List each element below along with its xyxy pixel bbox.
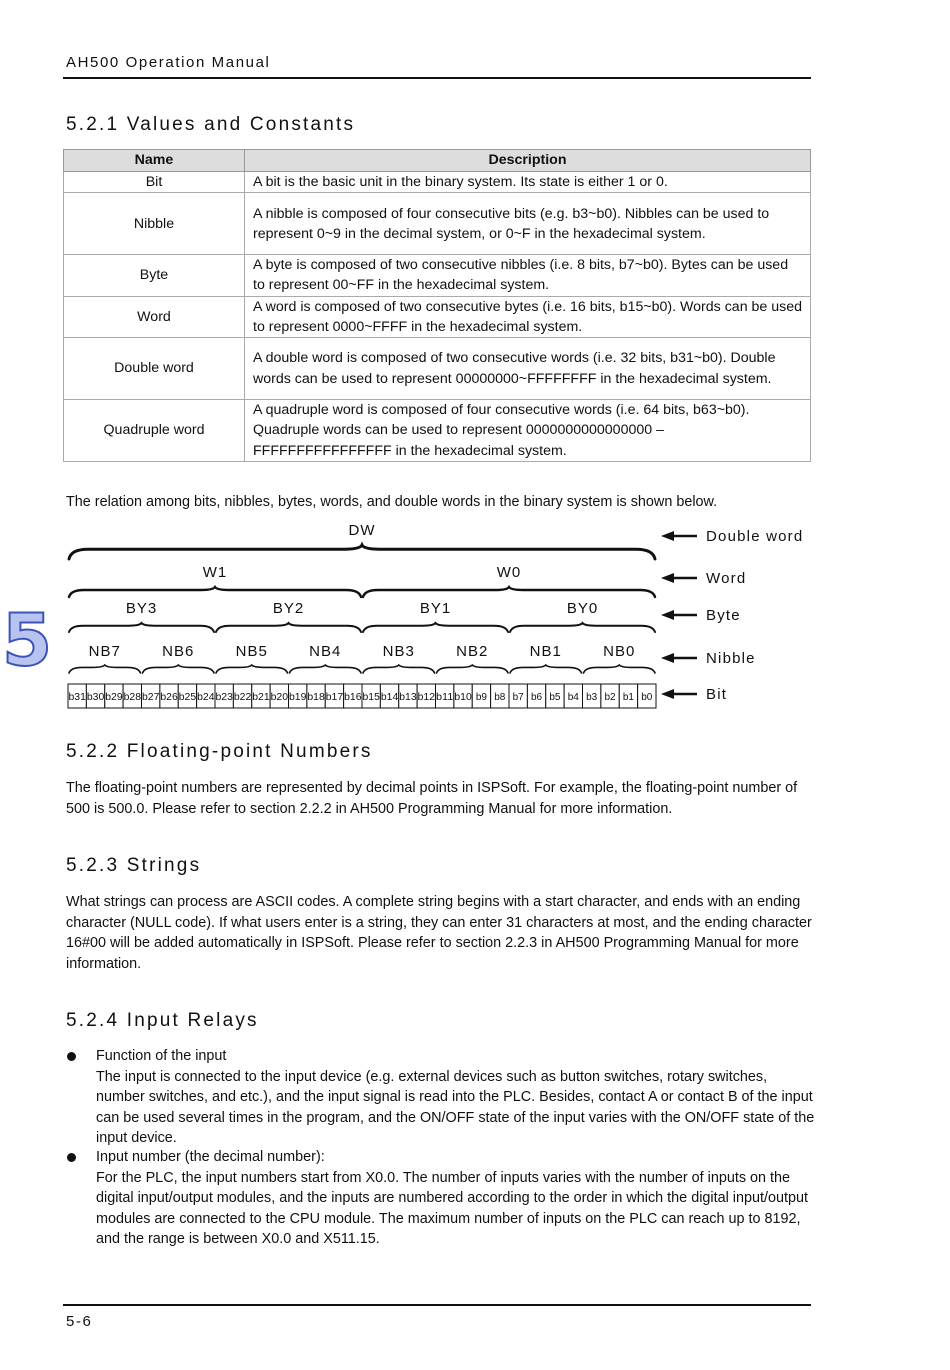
bit-label: b27 <box>142 692 160 703</box>
bit-label: b29 <box>105 692 124 703</box>
nibble-label: NB7 <box>88 643 121 660</box>
floating-point-paragraph: The floating-point numbers are represented by decimal points in ISPSoft. For example, the floating-point number of 500 is 500.0. Please refer to section 2.2.2 in AH500 Programming Manual for more information. <box>66 780 798 817</box>
byte-label: BY3 <box>125 600 158 617</box>
nibble-label: NB2 <box>456 643 489 660</box>
level-label: Word <box>706 570 747 587</box>
row-description: A quadruple word is composed of four consecutive words (i.e. 64 bits, b63~b0). Quadruple words can be used to represent 0000000000000000 – FFFFFFFFFFFFFFFF in the hexadecimal system. <box>245 400 811 462</box>
word-brace <box>69 587 361 597</box>
bit-label: b18 <box>307 692 326 703</box>
byte-label: BY2 <box>272 600 305 617</box>
bit-label: b19 <box>289 692 307 703</box>
bit-label: b25 <box>178 692 197 703</box>
bit-label: b6 <box>531 692 543 703</box>
page-number: 5-6 <box>66 1313 93 1330</box>
byte-label: BY0 <box>566 600 599 617</box>
arrow-head-icon <box>661 610 674 620</box>
byte-brace <box>363 623 508 632</box>
row-name: Word <box>64 296 245 337</box>
bit-label: b12 <box>417 692 436 703</box>
bit-label: b2 <box>604 692 616 703</box>
word-label: W0 <box>496 564 522 581</box>
row-description: A word is composed of two consecutive bytes (i.e. 16 bits, b15~b0). Words can be used to represent 0000~FFFF in the hexadecimal system. <box>245 296 811 337</box>
section-title-5-2-1: 5.2.1 Values and Constants <box>66 114 356 135</box>
row-name: Double word <box>64 338 245 400</box>
row-name: Bit <box>64 172 245 193</box>
bullet-body: The input is connected to the input device (e.g. external devices such as button switches, rotary switches, number switches, and etc.), and the input signal is read into the PLC. Besides, contact A or contact B of the input can be used several times in the program, and the ON/OFF state of the input varies with the ON/OFF state of the input device. <box>96 1068 815 1146</box>
bit-label: b0 <box>641 692 653 703</box>
word-label: W1 <box>202 564 228 581</box>
nibble-brace <box>437 665 509 673</box>
column-header-description: Description <box>245 150 811 172</box>
running-header: AH500 Operation Manual <box>66 54 271 71</box>
bullet-dot <box>67 1052 76 1061</box>
row-name: Byte <box>64 255 245 296</box>
nibble-brace <box>290 665 362 673</box>
nibble-label: NB3 <box>382 643 415 660</box>
footer-rule <box>63 1304 811 1306</box>
nibble-label: NB5 <box>235 643 268 660</box>
nibble-label: NB4 <box>309 643 342 660</box>
row-name: Nibble <box>64 193 245 255</box>
bullet-title: Function of the input <box>96 1048 227 1064</box>
bit-label: b8 <box>494 692 506 703</box>
nibble-label: NB0 <box>603 643 636 660</box>
bit-label: b1 <box>622 692 634 703</box>
nibble-brace <box>510 665 582 673</box>
bit-label: b9 <box>475 692 487 703</box>
section-title-5-2-2: 5.2.2 Floating-point Numbers <box>66 741 373 762</box>
byte-brace <box>69 623 214 632</box>
nibble-label: NB6 <box>162 643 195 660</box>
bullet-item <box>96 1147 816 1250</box>
word-brace <box>363 587 655 597</box>
bit-label: b11 <box>436 692 454 703</box>
bit-label: b13 <box>399 692 418 703</box>
double-word-label: DW <box>348 522 376 539</box>
double-word-brace <box>69 545 655 559</box>
byte-label: BY1 <box>419 600 452 617</box>
bit-label: b22 <box>233 692 252 703</box>
level-label: Byte <box>706 607 741 624</box>
level-label: Bit <box>706 686 728 703</box>
level-label: Double word <box>706 528 804 545</box>
bit-label: b21 <box>252 692 271 703</box>
bit-label: b10 <box>454 692 473 703</box>
bit-label: b15 <box>362 692 381 703</box>
chapter-tab-number: 5 <box>2 598 53 682</box>
column-header-name: Name <box>64 150 245 172</box>
nibble-brace <box>584 665 656 673</box>
bit-label: b28 <box>123 692 142 703</box>
byte-brace <box>216 623 361 632</box>
arrow-head-icon <box>661 531 674 541</box>
row-description: A nibble is composed of four consecutive bits (e.g. b3~b0). Nibbles can be used to represent 0~9 in the decimal system, or 0~F in the hexadecimal system. <box>245 193 811 255</box>
bit-label: b26 <box>160 692 179 703</box>
row-name: Quadruple word <box>64 400 245 462</box>
bit-label: b31 <box>68 692 87 703</box>
bit-label: b7 <box>512 692 524 703</box>
nibble-label: NB1 <box>529 643 562 660</box>
bullet-dot <box>67 1153 76 1162</box>
level-label: Nibble <box>706 650 756 667</box>
byte-brace <box>510 623 655 632</box>
row-description: A bit is the basic unit in the binary system. Its state is either 1 or 0. <box>245 172 811 193</box>
bit-label: b14 <box>380 692 399 703</box>
bit-label: b23 <box>215 692 234 703</box>
nibble-brace <box>363 665 435 673</box>
section-title-5-2-4: 5.2.4 Input Relays <box>66 1010 259 1031</box>
arrow-head-icon <box>661 573 674 583</box>
nibble-brace <box>69 665 141 673</box>
strings-paragraph: What strings can process are ASCII codes. A complete string begins with a start character, and ends with an ending character (NULL code). If what users enter is a string, they can enter 31 characters at most, and the ending character 16#00 will be added automatically in ISPSoft. Please refer to section 2.2.3 in AH500 Programming Manual for more information. <box>66 894 812 972</box>
bit-label: b4 <box>567 692 579 703</box>
bit-label: b20 <box>270 692 289 703</box>
row-description: A double word is composed of two consecutive words (i.e. 32 bits, b31~b0). Double words can be used to represent 00000000~FFFFFFFF in the hexadecimal system. <box>245 338 811 400</box>
section-title-5-2-3: 5.2.3 Strings <box>66 855 202 876</box>
nibble-brace <box>216 665 288 673</box>
nibble-brace <box>143 665 215 673</box>
bit-label: b24 <box>197 692 215 703</box>
bullet-item <box>96 1046 816 1149</box>
bit-label: b5 <box>549 692 561 703</box>
relation-paragraph: The relation among bits, nibbles, bytes, words, and double words in the binary system is shown below. <box>66 494 718 510</box>
arrow-head-icon <box>661 653 674 663</box>
bit-label: b30 <box>86 692 105 703</box>
bullet-title: Input number (the decimal number): <box>96 1149 325 1165</box>
bit-label: b17 <box>325 692 344 703</box>
bit-label: b3 <box>586 692 598 703</box>
bit-label: b16 <box>344 692 362 703</box>
row-description: A byte is composed of two consecutive nibbles (i.e. 8 bits, b7~b0). Bytes can be used to represent 00~FF in the hexadecimal system. <box>245 255 811 296</box>
arrow-head-icon <box>661 689 674 699</box>
bullet-body: For the PLC, the input numbers start from X0.0. The number of inputs varies with the number of inputs on the digital input/output modules, and the inputs are numbered according to the order in which the digital input/output modules are connected to the CPU module. The maximum number of inputs on the PLC can reach up to 8192, and the range is between X0.0 and X511.15. <box>96 1169 808 1247</box>
